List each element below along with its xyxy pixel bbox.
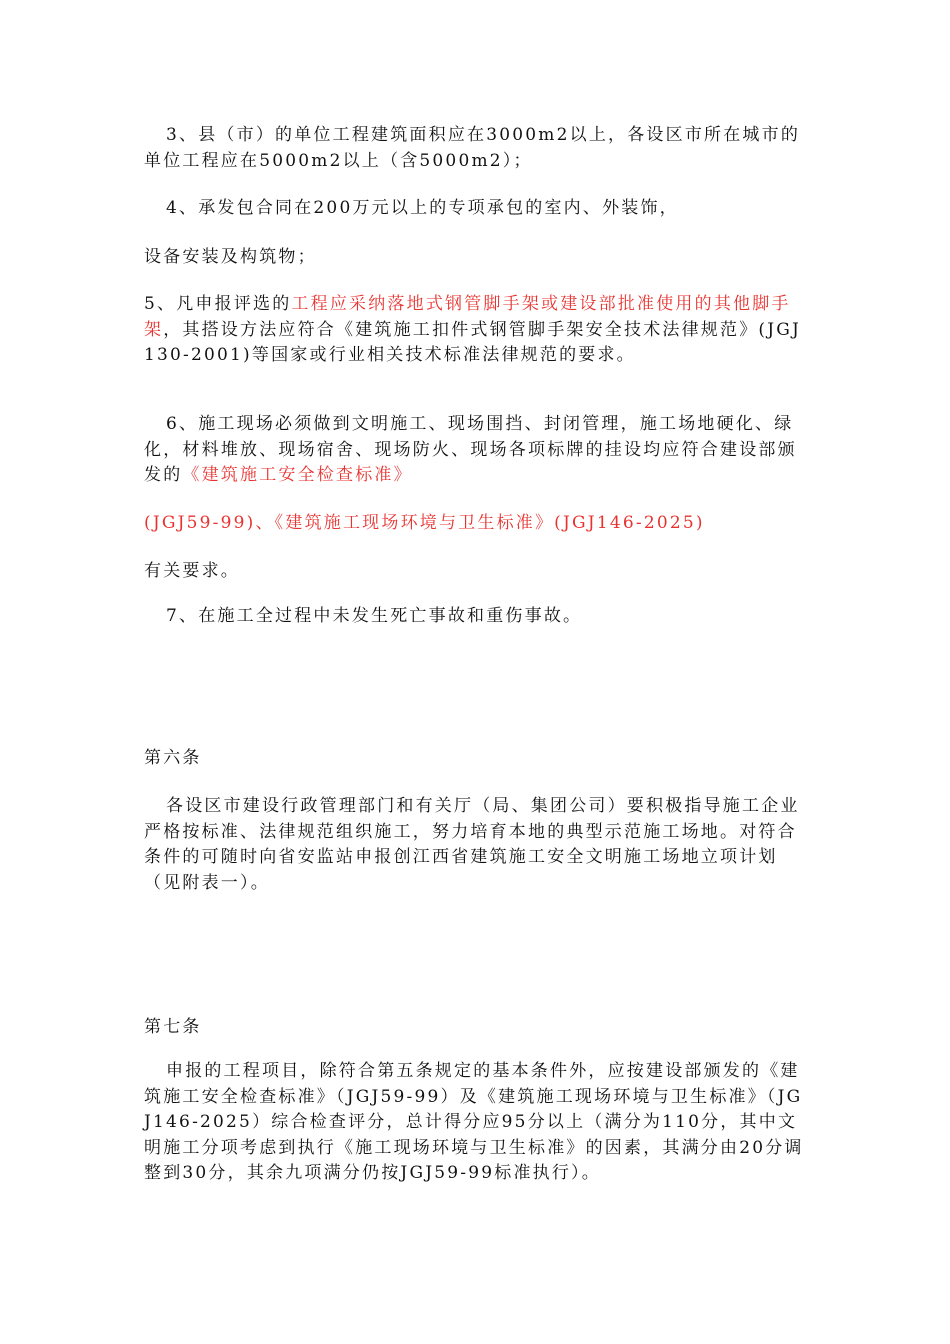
item-3-paragraph: 3、县（市）的单位工程建筑面积应在3000m2以上，各设区市所在城市的单位工程应在5000m2以上（含5000m2）；	[144, 125, 801, 171]
item-4-paragraph: 4、承发包合同在200万元以上的专项承包的室内、外装饰，	[166, 198, 679, 218]
item-5-rest: ，其搭设方法应符合《建筑施工扣件式钢管脚手架安全技术法律规范》(JGJ130-2001)等国家或行业相关技术标准法律规范的要求。	[144, 319, 802, 365]
article-7-title: 第七条	[144, 1017, 202, 1037]
item-5-highlight: 工程应采纳落地式钢管脚手架或建设部批准使用的其他脚手架	[144, 294, 791, 340]
item-6-end: 有关要求。	[144, 561, 240, 581]
article-7-body: 申报的工程项目，除符合第五条规定的基本条件外，应按建设部颁发的《建筑施工安全检查标准》（JGJ59-99）及《建筑施工现场环境与卫生标准》（JGJ146-2025）综合检查评分，总计得分应95分以上（满分为110分，其中文明施工分项考虑到执行《施工现场环境与卫生标准》的因素，其满分由20分调整到30分，其余九项满分仍按JGJ59-99标准执行）。	[144, 1061, 804, 1183]
item-6-text: 6、施工现场必须做到文明施工、现场围挡、封闭管理，施工场地硬化、绿化，材料堆放、现场宿舍、现场防火、现场各项标牌的挂设均应符合建设部颁发的	[144, 414, 797, 485]
item-6-standard-highlight: 《建筑施工安全检查标准》	[182, 465, 413, 485]
item-5-paragraph	[144, 292, 806, 369]
item-5-prefix: 5、凡申报评选的	[144, 294, 292, 314]
article-6-body: 各设区市建设行政管理部门和有关厅（局、集团公司）要积极指导施工企业严格按标准、法律规范组织施工，努力培育本地的典型示范施工场地。对符合条件的可随时向省安监站申报创江西省建筑施工安全文明施工场地立项计划（见附表一）。	[144, 796, 800, 893]
item-6-paragraph	[144, 412, 806, 489]
item-6-standards-line: (JGJ59-99)、《建筑施工现场环境与卫生标准》(JGJ146-2025)	[144, 513, 705, 533]
item-4-continuation: 设备安装及构筑物；	[144, 247, 317, 267]
item-7-paragraph: 7、在施工全过程中未发生死亡事故和重伤事故。	[166, 606, 583, 626]
article-6-title: 第六条	[144, 748, 202, 768]
